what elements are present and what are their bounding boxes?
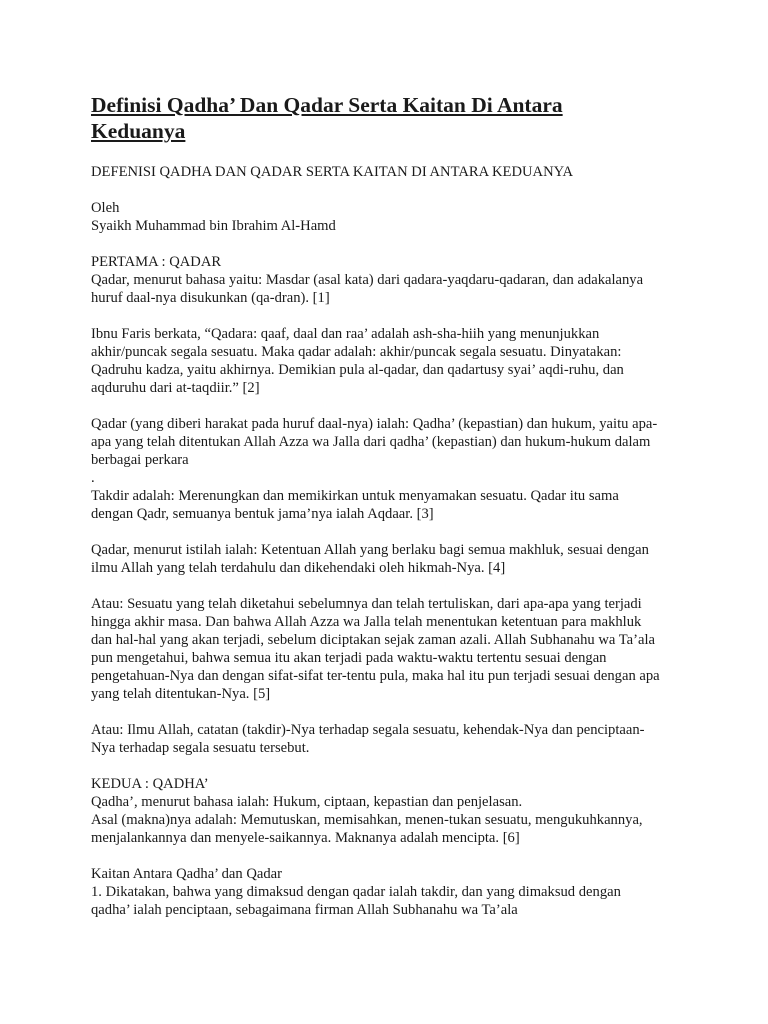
author-paragraph: [91, 199, 691, 235]
text-line: Takdir adalah: Merenungkan dan memikirkan untuk menyamakan sesuatu. Qadar itu sama: [91, 488, 619, 504]
text-line: yang telah ditentukan-Nya. [5]: [91, 686, 271, 702]
text-line: dan hal-hal yang akan terjadi, sebelum diciptakan sejak zaman azali. Allah Subhanahu wa Ta’ala: [91, 632, 655, 648]
text-line: DEFENISI QADHA DAN QADAR SERTA KAITAN DI ANTARA KEDUANYA: [91, 164, 574, 180]
text-line: Qadruhu kadza, yaitu akhirnya. Demikian pula al-qadar, dan qadartusy syai’ aqdi-ruhu, dan: [91, 362, 624, 378]
text-paragraph: [91, 469, 691, 523]
document-body: [91, 163, 691, 919]
text-line: 1. Dikatakan, bahwa yang dimaksud dengan qadar ialah takdir, dan yang dimaksud dengan: [91, 884, 621, 900]
text-line: Oleh: [91, 200, 120, 216]
section-heading: PERTAMA : QADAR: [91, 254, 222, 270]
section-kaitan-paragraph: [91, 865, 691, 919]
text-line: aqduruhu dari at-taqdiir.” [2]: [91, 380, 260, 396]
text-paragraph: [91, 595, 691, 703]
text-line: Asal (makna)nya adalah: Memutuskan, memisahkan, menen-tukan sesuatu, mengukuhkannya,: [91, 812, 643, 828]
text-line: berbagai perkara: [91, 452, 189, 468]
text-paragraph: [91, 325, 691, 397]
document-page: [91, 92, 691, 937]
text-line: Nya terhadap segala sesuatu tersebut.: [91, 740, 310, 756]
title-line: Definisi Qadha’ Dan Qadar Serta Kaitan Di Antara: [91, 93, 563, 117]
section-qadar-paragraph: [91, 253, 691, 307]
text-line: qadha’ ialah penciptaan, sebagaimana firman Allah Subhanahu wa Ta’ala: [91, 902, 518, 918]
section-qadha-paragraph: [91, 775, 691, 847]
text-paragraph: [91, 415, 691, 469]
text-line: Syaikh Muhammad bin Ibrahim Al-Hamd: [91, 218, 336, 234]
text-paragraph: [91, 541, 691, 577]
text-line: Qadar, menurut istilah ialah: Ketentuan Allah yang berlaku bagi semua makhluk, sesuai dengan: [91, 542, 649, 558]
subtitle-paragraph: [91, 163, 691, 181]
text-line: ilmu Allah yang telah terdahulu dan dikehendaki oleh hikmah-Nya. [4]: [91, 560, 506, 576]
text-line: Qadha’, menurut bahasa ialah: Hukum, ciptaan, kepastian dan penjelasan.: [91, 794, 523, 810]
text-line: apa yang telah ditentukan Allah Azza wa Jalla dari qadha’ (kepastian) dan hukum-hukum dalam: [91, 434, 651, 450]
section-heading: KEDUA : QADHA’: [91, 776, 209, 792]
text-paragraph: [91, 721, 691, 757]
text-line: huruf daal-nya disukunkan (qa-dran). [1]: [91, 290, 330, 306]
text-line: Qadar (yang diberi harakat pada huruf daal-nya) ialah: Qadha’ (kepastian) dan hukum, yaitu apa-: [91, 416, 658, 432]
text-line: hingga akhir masa. Dan bahwa Allah Azza wa Jalla telah menentukan ketentuan para makhluk: [91, 614, 642, 630]
text-line: pun mengetahui, bahwa semua itu akan terjadi pada waktu-waktu tertentu sesuai dengan: [91, 650, 607, 666]
title-line: Keduanya: [91, 119, 186, 143]
document-title: [91, 92, 691, 144]
text-line: akhir/puncak segala sesuatu. Maka qadar adalah: akhir/puncak segala sesuatu. Dinyatakan:: [91, 344, 622, 360]
text-line: dengan Qadr, semuanya bentuk jama’nya ialah Aqdaar. [3]: [91, 506, 434, 522]
text-line: Atau: Sesuatu yang telah diketahui sebelumnya dan telah tertuliskan, dari apa-apa yang terjadi: [91, 596, 642, 612]
text-line: pengetahuan-Nya dan dengan sifat-sifat ter-tentu pula, maka hal itu pun terjadi sesuai dengan apa: [91, 668, 660, 684]
text-line: Ibnu Faris berkata, “Qadara: qaaf, daal dan raa’ adalah ash-sha-hiih yang menunjukkan: [91, 326, 600, 342]
text-line: Qadar, menurut bahasa yaitu: Masdar (asal kata) dari qadara-yaqdaru-qadaran, dan adakalanya: [91, 272, 644, 288]
text-line: Atau: Ilmu Allah, catatan (takdir)-Nya terhadap segala sesuatu, kehendak-Nya dan penciptaan-: [91, 722, 645, 738]
text-line: menjalankannya dan menyele-saikannya. Maknanya adalah mencipta. [6]: [91, 830, 520, 846]
section-heading: Kaitan Antara Qadha’ dan Qadar: [91, 866, 282, 882]
text-line: .: [91, 470, 95, 486]
